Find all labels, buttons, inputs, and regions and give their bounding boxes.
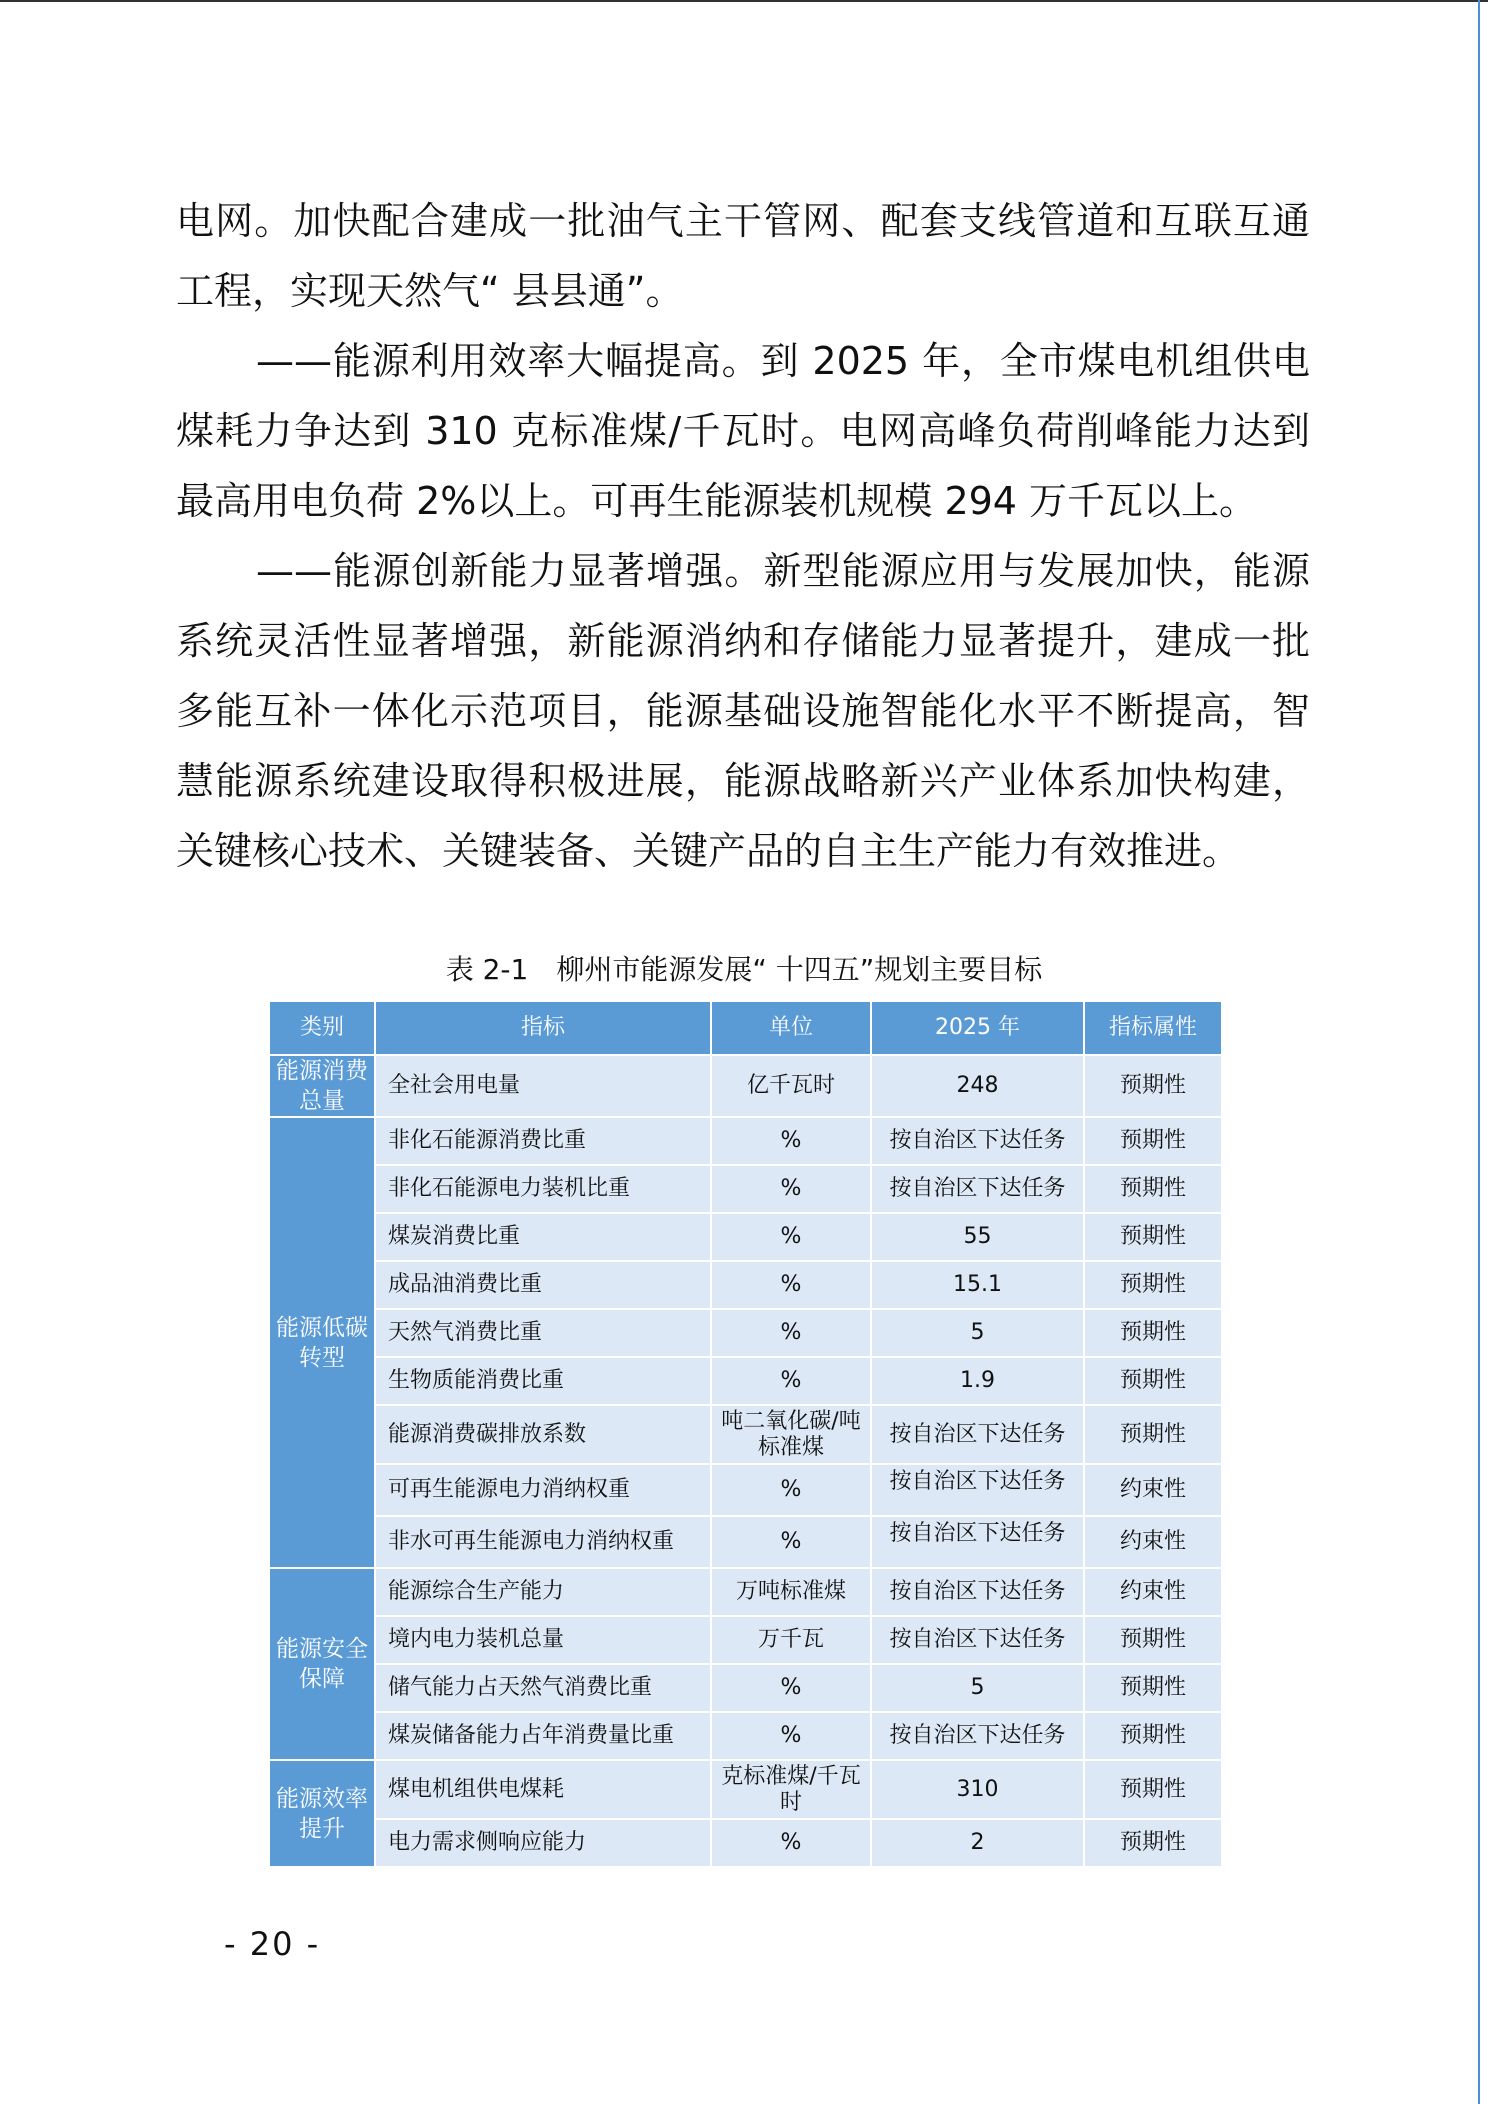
table-row <box>269 1664 1222 1712</box>
indicator-cell: 天然气消费比重 <box>375 1309 711 1357</box>
indicator-cell: 能源消费碳排放系数 <box>375 1405 711 1464</box>
value-cell: 5 <box>871 1309 1084 1357</box>
unit-cell: % <box>711 1165 871 1213</box>
unit-cell: 亿千瓦时 <box>711 1055 871 1117</box>
table-row <box>269 1616 1222 1664</box>
attribute-cell: 预期性 <box>1084 1357 1222 1405</box>
table-row <box>269 1213 1222 1261</box>
table-row <box>269 1405 1222 1464</box>
attribute-cell: 预期性 <box>1084 1664 1222 1712</box>
value-cell: 按自治区下达任务 <box>871 1405 1084 1464</box>
unit-cell: % <box>711 1117 871 1165</box>
table-row <box>269 1261 1222 1309</box>
unit-cell: 万千瓦 <box>711 1616 871 1664</box>
table-row <box>269 1309 1222 1357</box>
value-cell: 15.1 <box>871 1261 1084 1309</box>
attribute-cell: 预期性 <box>1084 1405 1222 1464</box>
indicator-cell: 全社会用电量 <box>375 1055 711 1117</box>
attribute-cell: 预期性 <box>1084 1117 1222 1165</box>
indicator-cell: 非化石能源电力装机比重 <box>375 1165 711 1213</box>
category-cell: 能源低碳转型 <box>269 1117 375 1568</box>
indicator-cell: 境内电力装机总量 <box>375 1616 711 1664</box>
value-cell: 按自治区下达任务 <box>871 1516 1084 1568</box>
attribute-cell: 预期性 <box>1084 1055 1222 1117</box>
unit-cell: % <box>711 1712 871 1760</box>
table-row <box>269 1464 1222 1516</box>
attribute-cell: 预期性 <box>1084 1616 1222 1664</box>
unit-cell: % <box>711 1819 871 1867</box>
indicator-cell: 能源综合生产能力 <box>375 1568 711 1616</box>
unit-cell: % <box>711 1309 871 1357</box>
value-cell: 按自治区下达任务 <box>871 1165 1084 1213</box>
indicator-cell: 成品油消费比重 <box>375 1261 711 1309</box>
table-row <box>269 1055 1222 1117</box>
header-indicator: 指标 <box>375 1001 711 1055</box>
value-cell: 按自治区下达任务 <box>871 1117 1084 1165</box>
paragraph-1: 电网。加快配合建成一批油气主干管网、配套支线管道和互联互通工程，实现天然气“ 县县通”。 <box>176 199 1310 313</box>
attribute-cell: 约束性 <box>1084 1464 1222 1516</box>
header-attribute: 指标属性 <box>1084 1001 1222 1055</box>
top-border-line <box>0 0 1488 2</box>
value-cell: 按自治区下达任务 <box>871 1712 1084 1760</box>
table-title: 表 2-1 柳州市能源发展“ 十四五”规划主要目标 <box>445 953 1043 986</box>
paragraph-3: ——能源创新能力显著增强。新型能源应用与发展加快，能源系统灵活性显著增强，新能源消纳和存储能力显著提升，建成一批多能互补一体化示范项目，能源基础设施智能化水平不断提高，智慧能源系统建设取得积极进展，能源战略新兴产业体系加快构建，关键核心技术、关键装备、关键产品的自主生产能力有效推进。 <box>176 549 1310 873</box>
attribute-cell: 预期性 <box>1084 1760 1222 1819</box>
attribute-cell: 约束性 <box>1084 1516 1222 1568</box>
value-cell: 按自治区下达任务 <box>871 1616 1084 1664</box>
page-number: - 20 - <box>224 1925 321 1963</box>
table-header-row <box>269 1001 1222 1055</box>
unit-cell: 万吨标准煤 <box>711 1568 871 1616</box>
category-cell: 能源安全保障 <box>269 1568 375 1760</box>
value-cell: 310 <box>871 1760 1084 1819</box>
unit-cell: 吨二氧化碳/吨标准煤 <box>711 1405 871 1464</box>
value-cell: 2 <box>871 1819 1084 1867</box>
unit-cell: % <box>711 1261 871 1309</box>
table-row <box>269 1117 1222 1165</box>
indicator-cell: 储气能力占天然气消费比重 <box>375 1664 711 1712</box>
attribute-cell: 预期性 <box>1084 1261 1222 1309</box>
table-row <box>269 1568 1222 1616</box>
energy-targets-table <box>268 1000 1223 1868</box>
right-border-line <box>1478 0 1480 2104</box>
category-cell: 能源消费总量 <box>269 1055 375 1117</box>
header-category: 类别 <box>269 1001 375 1055</box>
value-cell: 55 <box>871 1213 1084 1261</box>
indicator-cell: 非化石能源消费比重 <box>375 1117 711 1165</box>
value-cell: 248 <box>871 1055 1084 1117</box>
header-unit: 单位 <box>711 1001 871 1055</box>
attribute-cell: 预期性 <box>1084 1309 1222 1357</box>
attribute-cell: 预期性 <box>1084 1213 1222 1261</box>
body-text <box>176 186 1310 886</box>
value-cell: 5 <box>871 1664 1084 1712</box>
value-cell: 按自治区下达任务 <box>871 1464 1084 1516</box>
table-row <box>269 1819 1222 1867</box>
indicator-cell: 煤炭储备能力占年消费量比重 <box>375 1712 711 1760</box>
paragraph-2: ——能源利用效率大幅提高。到 2025 年，全市煤电机组供电煤耗力争达到 310 克标准煤/千瓦时。电网高峰负荷削峰能力达到最高用电负荷 2%以上。可再生能源装机规模 294 万千瓦以上。 <box>176 339 1310 523</box>
indicator-cell: 煤电机组供电煤耗 <box>375 1760 711 1819</box>
attribute-cell: 预期性 <box>1084 1819 1222 1867</box>
value-cell: 按自治区下达任务 <box>871 1568 1084 1616</box>
category-cell: 能源效率提升 <box>269 1760 375 1867</box>
indicator-cell: 电力需求侧响应能力 <box>375 1819 711 1867</box>
table-row <box>269 1516 1222 1568</box>
header-year: 2025 年 <box>871 1001 1084 1055</box>
table-row <box>269 1760 1222 1819</box>
indicator-cell: 非水可再生能源电力消纳权重 <box>375 1516 711 1568</box>
attribute-cell: 预期性 <box>1084 1165 1222 1213</box>
unit-cell: % <box>711 1357 871 1405</box>
unit-cell: % <box>711 1664 871 1712</box>
value-cell: 1.9 <box>871 1357 1084 1405</box>
table-row <box>269 1165 1222 1213</box>
unit-cell: % <box>711 1213 871 1261</box>
unit-cell: 克标准煤/千瓦时 <box>711 1760 871 1819</box>
attribute-cell: 预期性 <box>1084 1712 1222 1760</box>
unit-cell: % <box>711 1464 871 1516</box>
table-row <box>269 1712 1222 1760</box>
indicator-cell: 可再生能源电力消纳权重 <box>375 1464 711 1516</box>
indicator-cell: 生物质能消费比重 <box>375 1357 711 1405</box>
indicator-cell: 煤炭消费比重 <box>375 1213 711 1261</box>
attribute-cell: 约束性 <box>1084 1568 1222 1616</box>
unit-cell: % <box>711 1516 871 1568</box>
table-row <box>269 1357 1222 1405</box>
